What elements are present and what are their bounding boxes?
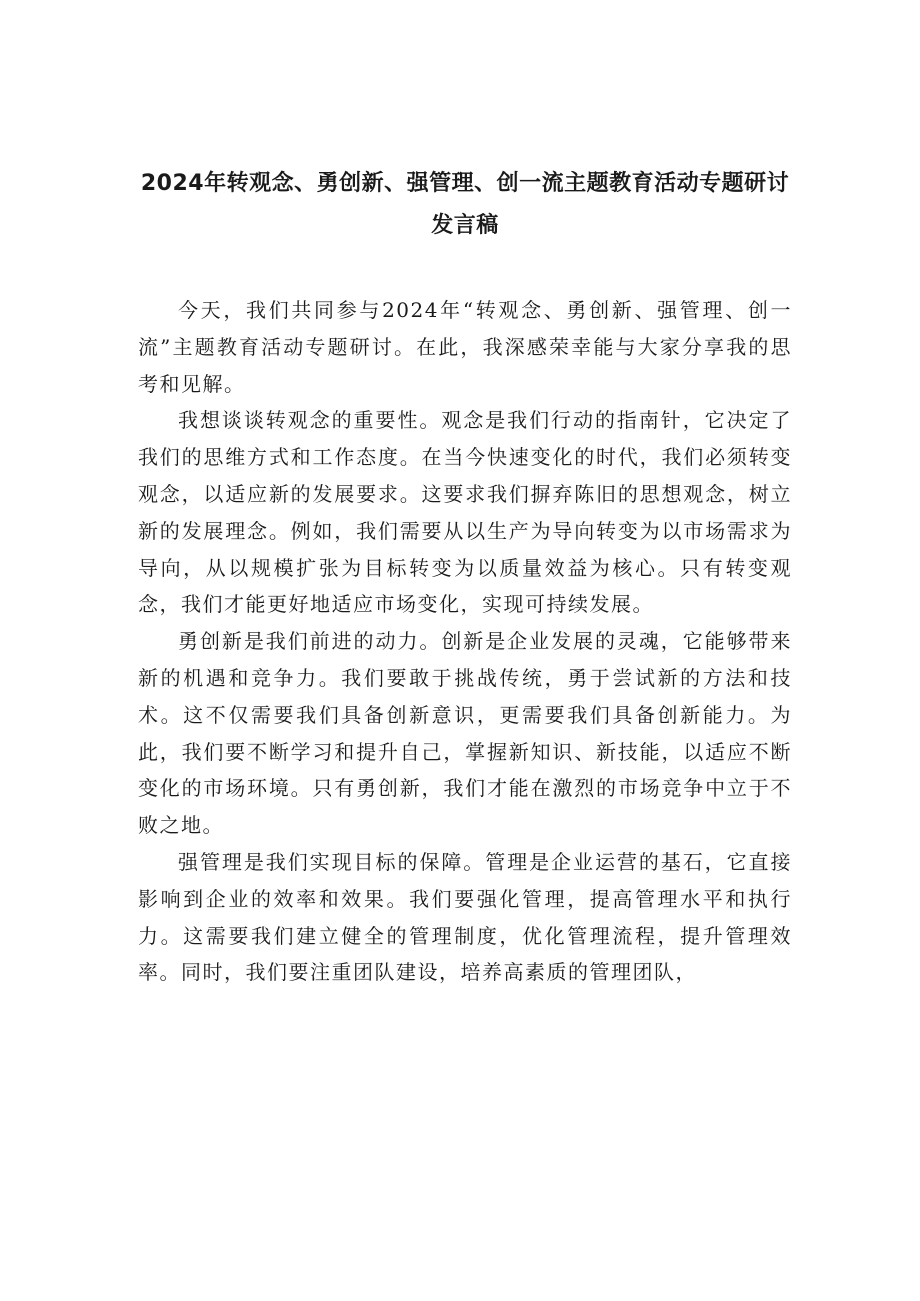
paragraph-management: 强管理是我们实现目标的保障。管理是企业运营的基石，它直接影响到企业的效率和效果。我们要强化管理，提高管理水平和执行力。这需要我们建立健全的管理制度，优化管理流程，提升管理效率。同时，我们要注重团队建设，培养高素质的管理团队， [138,849,792,985]
paragraph-change-mindset: 我想谈谈转观念的重要性。观念是我们行动的指南针，它决定了我们的思维方式和工作态度。在当今快速变化的时代，我们必须转变观念，以适应新的发展要求。这要求我们摒弃陈旧的思想观念，树立新的发展理念。例如，我们需要从以生产为导向转变为以市场需求为导向，从以规模扩张为目标转变为以质量效益为核心。只有转变观念，我们才能更好地适应市场变化，实现可持续发展。 [138,408,792,617]
document-title: 2024年转观念、勇创新、强管理、创一流主题教育活动专题研讨发言稿 [140,171,790,238]
document-body [138,292,792,991]
paragraph-intro: 今天，我们共同参与2024年“转观念、勇创新、强管理、创一流”主题教育活动专题研讨。在此，我深感荣幸能与大家分享我的思考和见解。 [138,298,792,396]
paragraph-innovation: 勇创新是我们前进的动力。创新是企业发展的灵魂，它能够带来新的机遇和竞争力。我们要敢于挑战传统，勇于尝试新的方法和技术。这不仅需要我们具备创新意识，更需要我们具备创新能力。为此，我们要不断学习和提升自己，掌握新知识、新技能，以适应不断变化的市场环境。只有勇创新，我们才能在激烈的市场竞争中立于不败之地。 [138,629,792,838]
